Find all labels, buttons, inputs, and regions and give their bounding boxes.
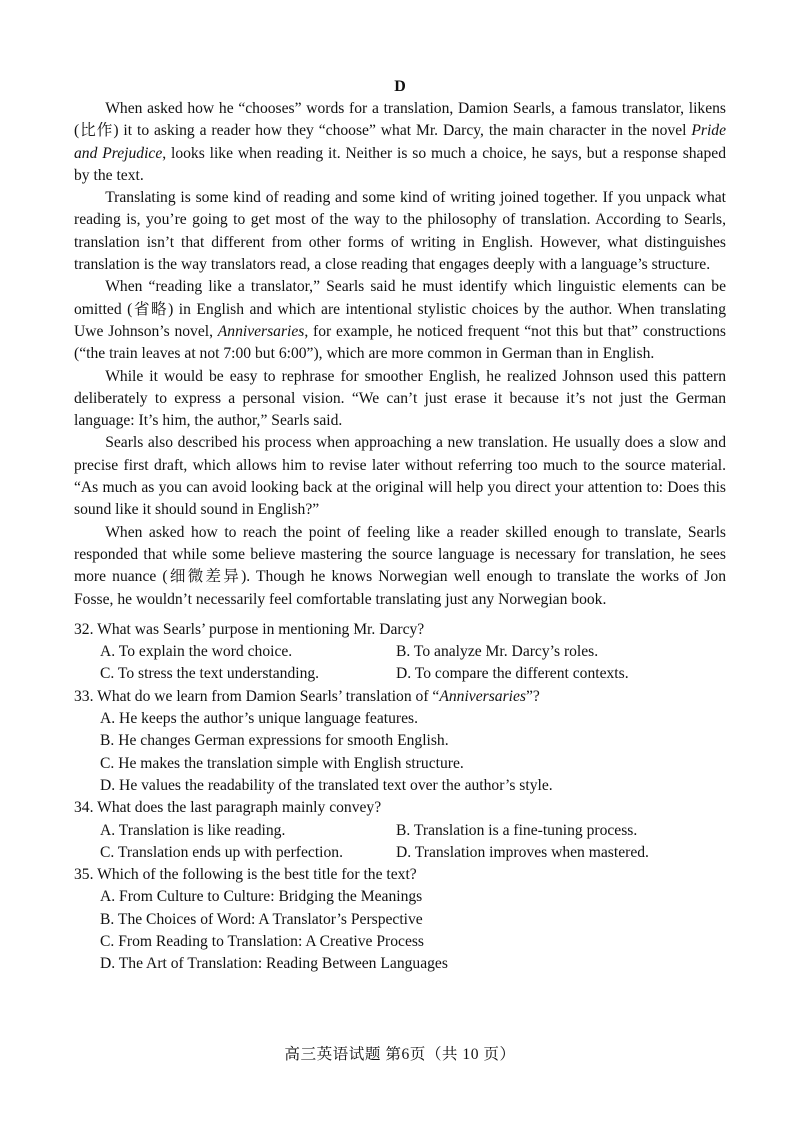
text-segment: 32. What was Searls’ purpose in mentioning Mr. Darcy?: [74, 620, 425, 638]
answer-option: A. Translation is like reading.: [100, 821, 286, 839]
answer-option: D. He values the readability of the translated text over the author’s style.: [100, 776, 553, 794]
answer-option: C. Translation ends up with perfection.: [100, 843, 343, 861]
answer-option: C. He makes the translation simple with English structure.: [100, 754, 464, 772]
text-segment: , looks like when reading it. Neither is so much a choice, he says, but a response shaped by the text.: [74, 144, 726, 184]
passage-paragraph: [74, 432, 726, 521]
answer-option: A. He keeps the author’s unique language features.: [100, 710, 418, 728]
italic-title-text: Pride and Prejudice: [74, 122, 726, 162]
answer-option: B. He changes German expressions for smooth English.: [100, 732, 449, 750]
italic-title-text: Anniversaries: [439, 687, 526, 705]
text-segment: While it would be easy to rephrase for smoother English, he realized Johnson used this pattern deliberately to express a personal vision. “We can’t just erase it because it’s not just the German language: It’s him, the author,” Searls said.: [74, 367, 726, 430]
passage-paragraph: [74, 366, 726, 433]
text-segment: Searls also described his process when approaching a new translation. He usually does a slow and precise first draft, which allows him to revise later without referring too much to the source material. “As much as you can avoid looking back at the original will help you direct your attention to: Does this sound like it should sound in English?”: [74, 434, 726, 519]
answer-option: B. To analyze Mr. Darcy’s roles.: [396, 643, 599, 661]
text-segment: ”?: [525, 687, 540, 705]
question-stem: [74, 686, 726, 708]
section-label: D: [394, 78, 406, 95]
text-segment: , for example, he noticed frequent “not this but that” constructions (“the train leaves at not 7:00 but 6:00”), which are more common in German than in English.: [74, 322, 726, 363]
answer-option: D. The Art of Translation: Reading Between Languages: [100, 955, 448, 973]
answer-options: [74, 886, 726, 975]
italic-title-text: Anniversaries: [217, 322, 305, 340]
text-segment: 35. Which of the following is the best title for the text?: [74, 866, 417, 884]
page-footer: 高三英语试题 第6页（共 10 页）: [284, 1046, 516, 1063]
answer-option: B. The Choices of Word: A Translator’s Perspective: [100, 910, 423, 928]
text-segment: When asked how to reach the point of feeling like a reader skilled enough to translate, Searls responded that while some believe mastering the source language is necessary for translation, he sees more nuance (细微差异). Though he knows Norwegian well enough to translate the works of Jon Fosse, he wouldn’t necessarily feel comfortable translating just any Norwegian book.: [74, 523, 726, 608]
answer-options: [74, 708, 726, 797]
answer-options: [74, 820, 726, 865]
question-list: [74, 619, 726, 976]
passage-paragraph: [74, 276, 726, 365]
text-segment: 33. What do we learn from Damion Searls’ translation of “: [74, 687, 440, 705]
answer-option: C. From Reading to Translation: A Creative Process: [100, 932, 424, 950]
question-item: [74, 619, 726, 686]
answer-options: [74, 641, 726, 686]
exam-page: [74, 76, 726, 976]
answer-option: A. From Culture to Culture: Bridging the Meanings: [100, 888, 423, 906]
question-item: [74, 686, 726, 797]
passage-paragraph: [74, 98, 726, 187]
text-segment: When “reading like a translator,” Searls said he must identify which linguistic elements can be omitted (省略) in English and which are intentional stylistic choices by the author. When translating Uwe Johnson’s novel,: [74, 278, 726, 340]
question-item: [74, 797, 726, 864]
question-item: [74, 864, 726, 975]
passage-paragraph: [74, 522, 726, 611]
answer-option: D. Translation improves when mastered.: [396, 843, 649, 861]
text-segment: When asked how he “chooses” words for a translation, Damion Searls, a famous translator, likens (比作) it to asking a reader how they “choose” what Mr. Darcy, the main character in the novel: [74, 100, 726, 140]
question-stem: [74, 864, 726, 886]
reading-passage: [74, 98, 726, 611]
text-segment: 34. What does the last paragraph mainly convey?: [74, 799, 382, 817]
answer-option: A. To explain the word choice.: [100, 643, 293, 661]
answer-option: C. To stress the text understanding.: [100, 665, 320, 683]
question-stem: [74, 797, 726, 819]
answer-option: D. To compare the different contexts.: [396, 665, 629, 683]
passage-paragraph: [74, 187, 726, 276]
text-segment: Translating is some kind of reading and some kind of writing joined together. If you unpack what reading is, you’re going to get most of the way to the philosophy of translation. According to Searls, translation isn’t that different from other forms of writing in English. However, what distinguishes translation is the way translators read, a close reading that engages deeply with a language’s structure.: [74, 189, 726, 274]
question-stem: [74, 619, 726, 641]
answer-option: B. Translation is a fine-tuning process.: [396, 821, 638, 839]
